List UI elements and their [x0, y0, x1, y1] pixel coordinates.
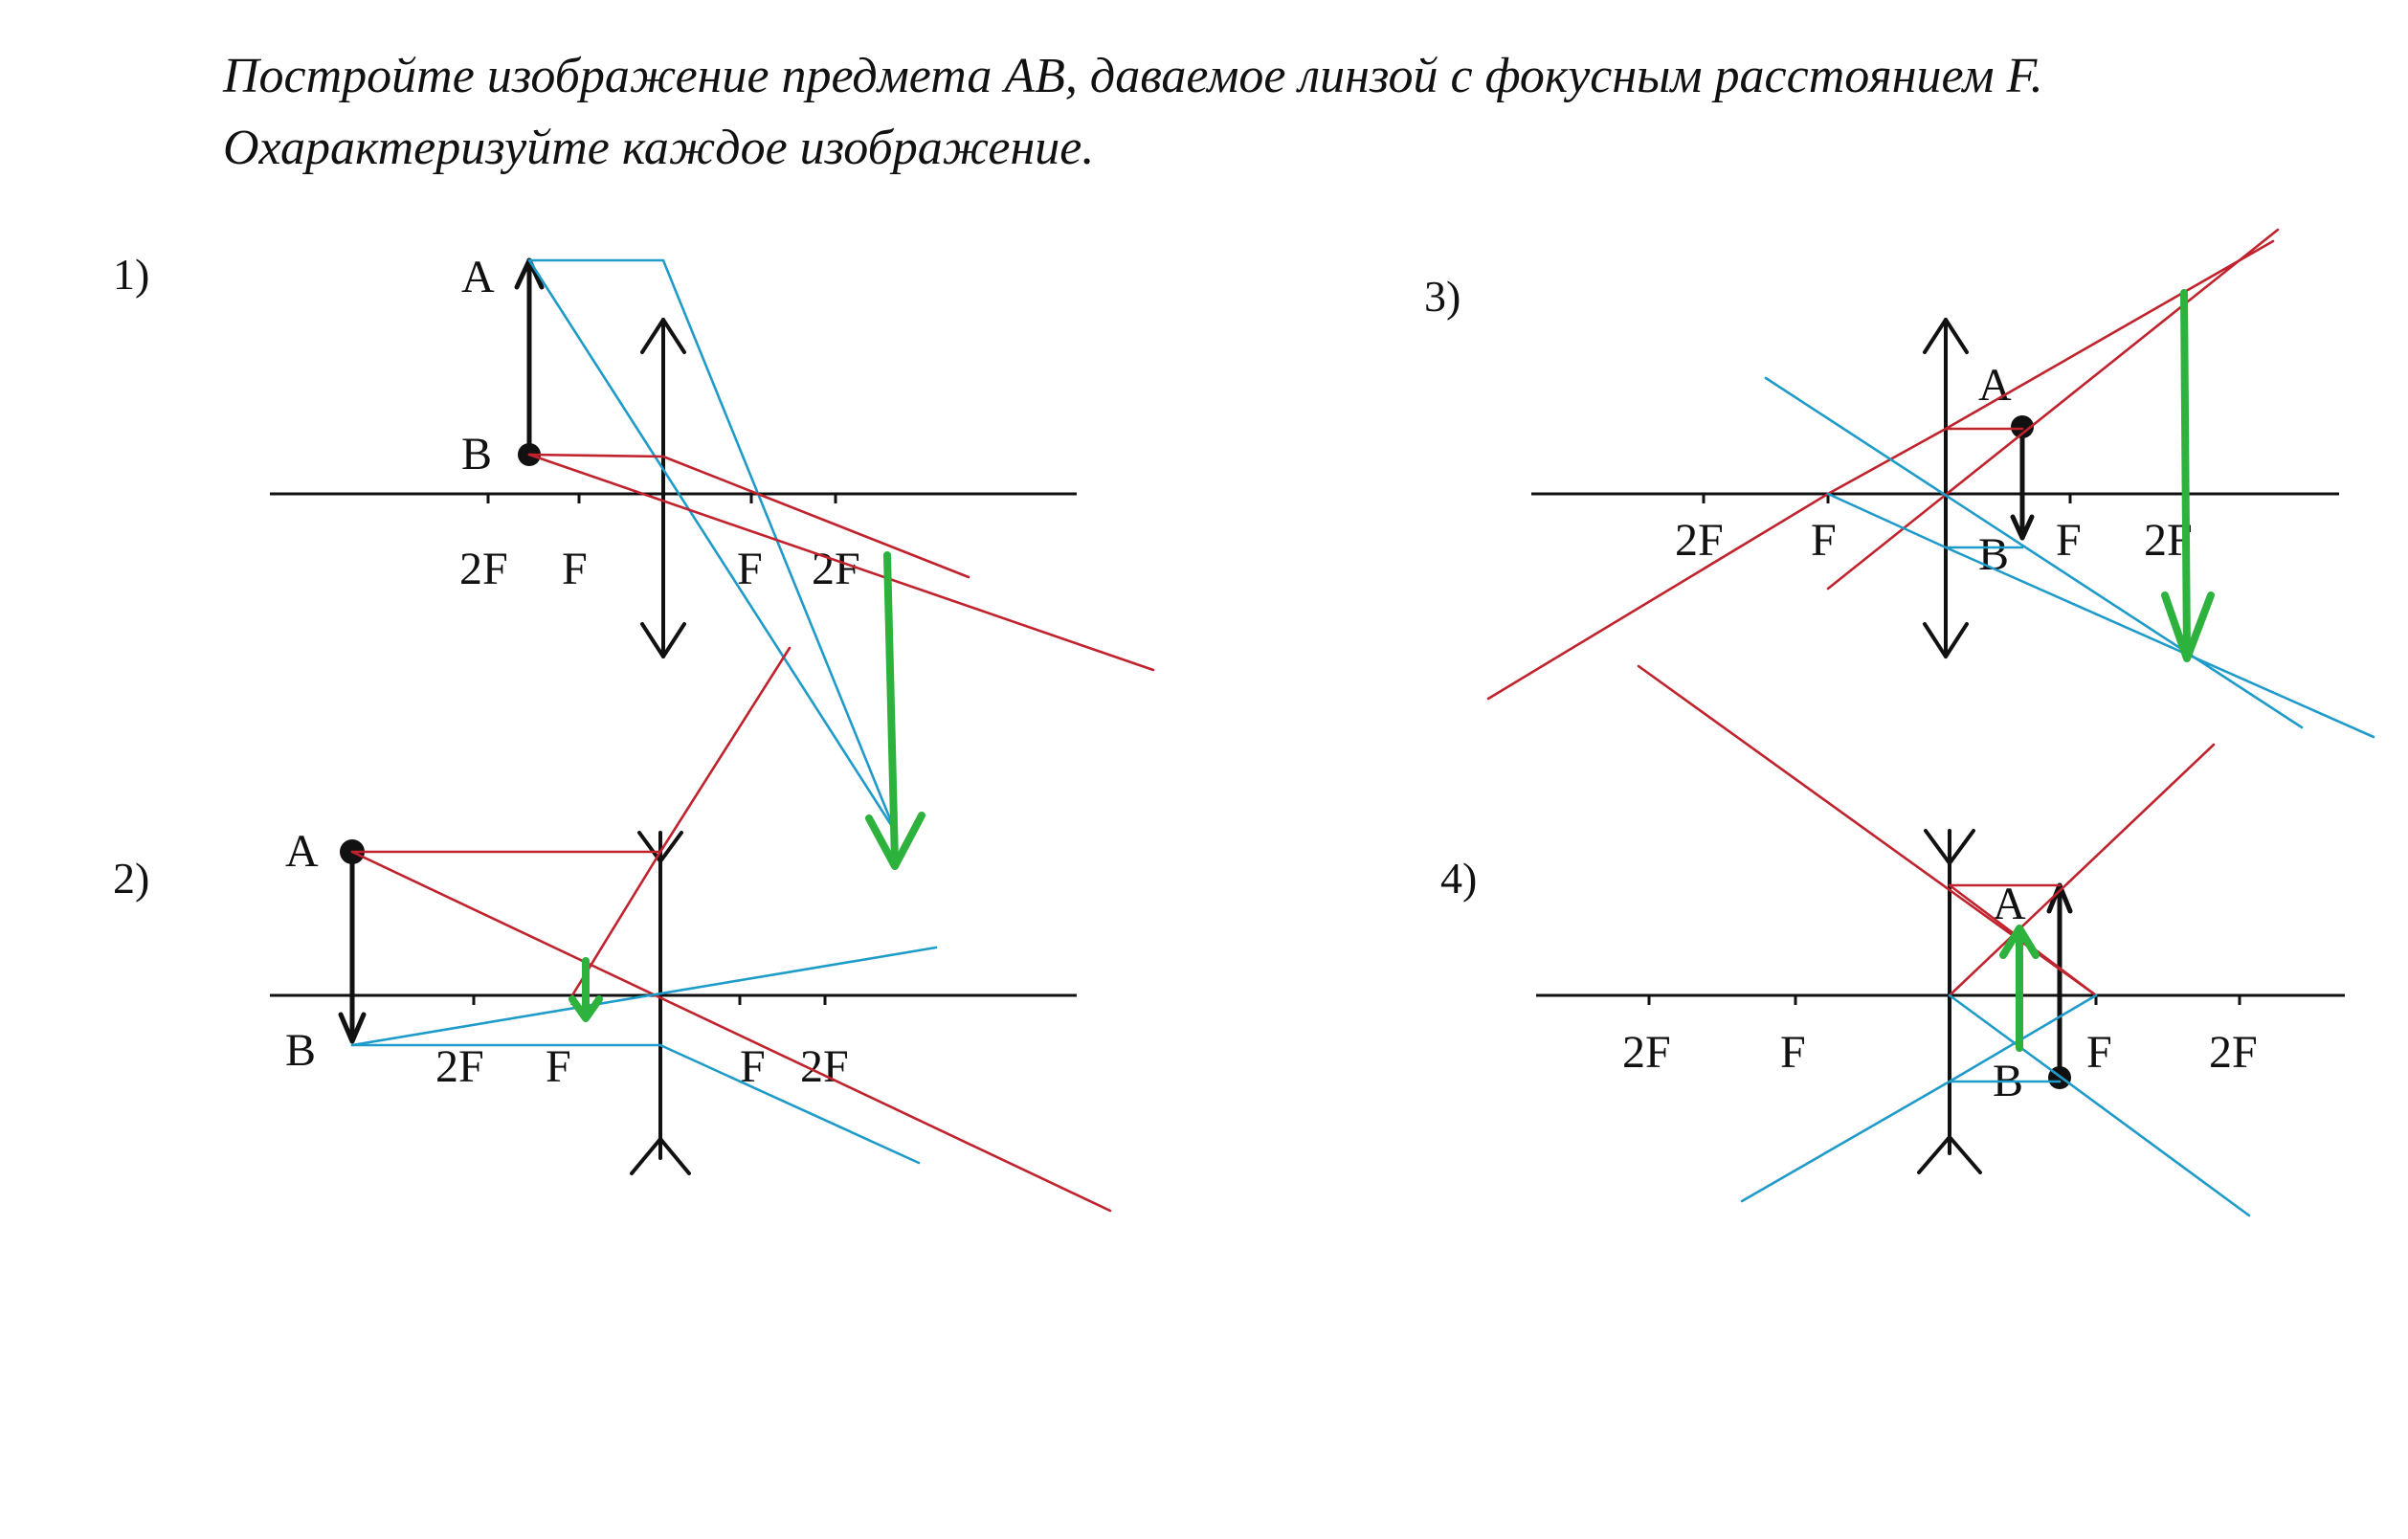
diagram-3-label-2f-right: 2F	[2144, 515, 2193, 566]
diagram-4-point-b: B	[1993, 1056, 2024, 1106]
diagram-3-ray-b-center	[1766, 378, 2302, 727]
diagram-3-label-f-right: F	[2056, 515, 2082, 566]
diagram-3-label-2f-left: 2F	[1675, 515, 1724, 566]
diagram-1-label-2f-right: 2F	[812, 544, 860, 594]
diagram-4-object-arrow-icon	[2048, 885, 2071, 1089]
diagram-4-point-a: A	[1993, 879, 2026, 929]
diagram-3-point-a: A	[1978, 360, 2012, 411]
diagram-2-label-2f-left: 2F	[435, 1041, 484, 1092]
diagram-1-label-f-right: F	[737, 544, 763, 594]
diagram-1-number: 1)	[113, 250, 150, 299]
diagram-3-image	[2165, 293, 2211, 658]
diagram-4-rays	[1639, 666, 2249, 1216]
task-line-2: Охарактеризуйте каждое изображение.	[223, 121, 1095, 175]
diagram-3-ray-b-focal	[1828, 494, 2374, 737]
diagram-4-diverging-lens-icon	[1919, 831, 1980, 1172]
diagram-2-ray-a-parallel	[352, 648, 790, 852]
diagram-2	[113, 648, 1110, 1211]
diagram-3-label-f-left: F	[1811, 515, 1837, 566]
diagram-2-number: 2)	[113, 854, 150, 903]
diagram-4-label-f-left: F	[1780, 1027, 1806, 1078]
diagram-3-image-line	[2184, 293, 2187, 656]
diagram-2-label-f-right: F	[740, 1041, 766, 1092]
diagram-3-point-b: B	[1978, 529, 2010, 580]
diagram-2-ray-a-center	[352, 852, 1110, 1211]
diagram-2-label-2f-right: 2F	[800, 1041, 849, 1092]
diagram-3	[1424, 230, 2374, 737]
diagram-1-converging-lens-icon	[642, 320, 684, 657]
diagram-2-point-b: B	[285, 1025, 317, 1076]
diagram-2-object-arrow-icon	[340, 839, 365, 1041]
diagram-2-point-a: A	[285, 826, 319, 877]
diagram-3-ray-a-center	[1828, 230, 2278, 589]
diagram-3-ray-a-parallel-virtual	[1488, 429, 2022, 699]
diagram-1-point-a: A	[461, 252, 495, 302]
diagram-1-object-arrow-icon	[517, 260, 542, 466]
diagram-3-rays	[1488, 230, 2374, 737]
diagram-3-number: 3)	[1424, 272, 1461, 321]
diagram-4-label-2f-left: 2F	[1622, 1027, 1671, 1078]
diagram-2-rays	[352, 648, 1110, 1211]
diagram-4-image	[2003, 928, 2036, 1048]
diagram-1-label-f-left: F	[562, 544, 588, 594]
diagram-1-ray-b-center	[529, 455, 1153, 670]
diagram-1-point-b: B	[461, 429, 493, 480]
diagram-1-label-2f-left: 2F	[459, 544, 508, 594]
diagram-1-image	[869, 555, 922, 866]
diagram-3-converging-lens-icon	[1925, 320, 1967, 657]
diagram-4-ray-a-center	[1950, 745, 2214, 995]
diagram-4	[1440, 666, 2345, 1216]
diagram-3-ray-a-refracted	[1946, 241, 2273, 429]
diagram-1	[113, 250, 1153, 866]
diagram-4-label-2f-right: 2F	[2209, 1027, 2258, 1078]
diagram-4-number: 4)	[1440, 854, 1478, 903]
diagram-4-label-f-right: F	[2086, 1027, 2112, 1078]
task-line-1: Постройте изображение предмета AB, даваемое линзой с фокусным расстоянием F.	[223, 49, 2043, 103]
diagram-2-label-f-left: F	[546, 1041, 571, 1092]
